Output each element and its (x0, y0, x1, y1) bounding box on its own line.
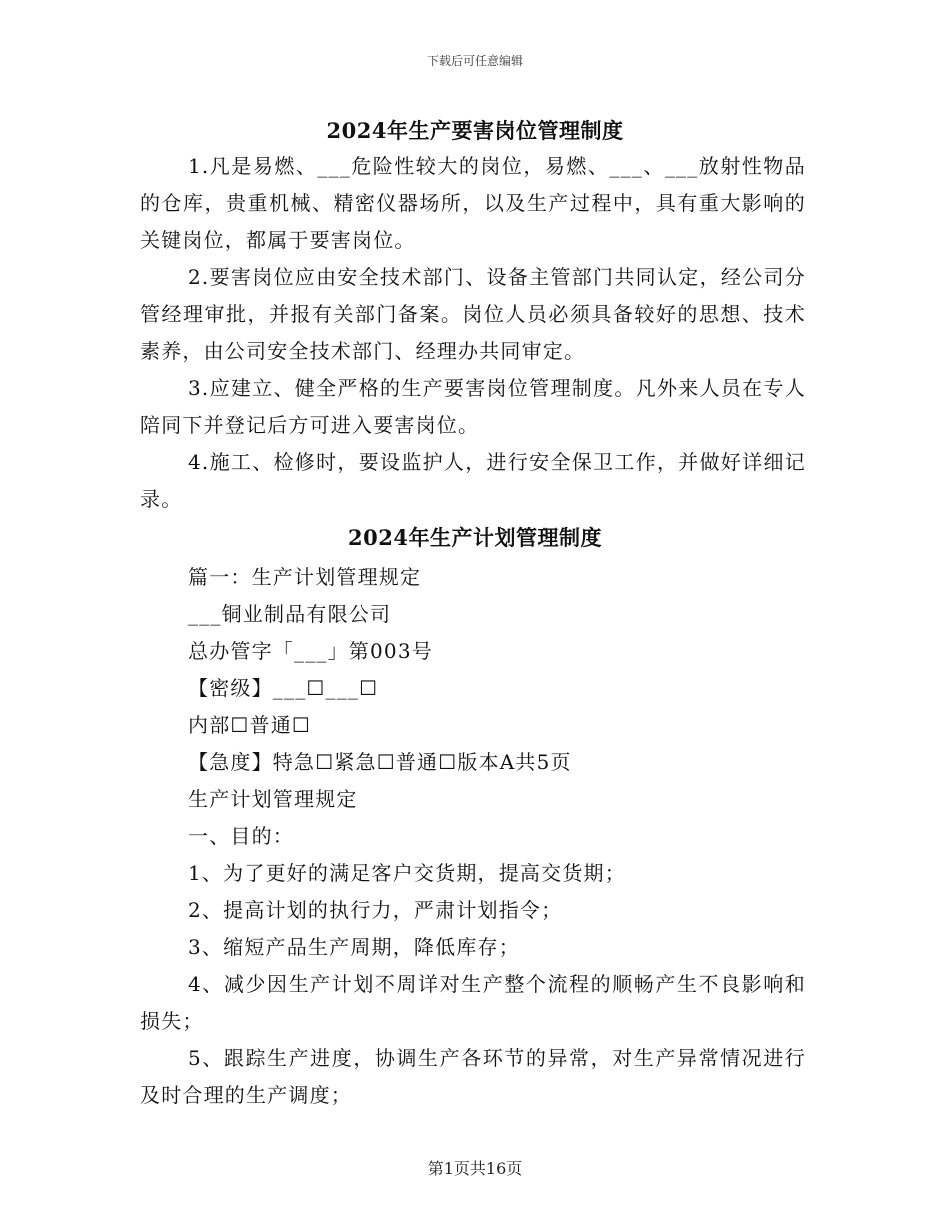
section2-line: ___铜业制品有限公司 (188, 602, 392, 626)
section1-paragraph: 2.要害岗位应由安全技术部门、设备主管部门共同认定，经公司分管经理审批，并报有关部门备案。岗位人员必须具备较好的思想、技术素养，由公司安全技术部门、经理办共同审定。 (140, 265, 806, 363)
section2-line: 一、目的： (188, 824, 294, 848)
section2-line: 3、缩短产品生产周期，降低库存； (188, 935, 520, 959)
section2-line: 总办管字「___」第003号 (188, 639, 433, 663)
header-note: 下载后可任意编辑 (426, 54, 523, 68)
section1-paragraph: 3.应建立、健全严格的生产要害岗位管理制度。凡外来人员在专人陪同下并登记后方可进入要害岗位。 (140, 376, 806, 437)
section2-line: 篇一：生产计划管理规定 (188, 565, 422, 589)
section2-line: 2、提高计划的执行力，严肃计划指令； (188, 898, 563, 922)
section1-paragraph: 1.凡是易燃、___危险性较大的岗位，易燃、___、___放射性物品的仓库，贵重机械、精密仪器场所，以及生产过程中，具有重大影响的关键岗位，都属于要害岗位。 (140, 154, 806, 252)
section2-paragraph: 4、减少因生产计划不周详对生产整个流程的顺畅产生不良影响和损失； (140, 972, 806, 1033)
section2-line: 【密级】___☐___☐ (188, 676, 379, 700)
section2-line: 【急度】特急☐紧急☐普通☐版本A共5页 (188, 750, 572, 774)
section2-paragraph: 5、跟踪生产进度，协调生产各环节的异常，对生产异常情况进行及时合理的生产调度； (140, 1046, 806, 1107)
section2-title: 2024年生产计划管理制度 (348, 525, 602, 550)
section2-line: 生产计划管理规定 (188, 787, 358, 811)
page-footer: 第1页共16页 (427, 1159, 523, 1178)
section2-line: 内部☐普通☐ (188, 713, 312, 737)
section1-title: 2024年生产要害岗位管理制度 (326, 118, 624, 143)
section2-line: 1、为了更好的满足客户交货期，提高交货期； (188, 861, 626, 885)
section1-paragraph: 4.施工、检修时，要设监护人，进行安全保卫工作，并做好详细记录。 (140, 450, 806, 511)
